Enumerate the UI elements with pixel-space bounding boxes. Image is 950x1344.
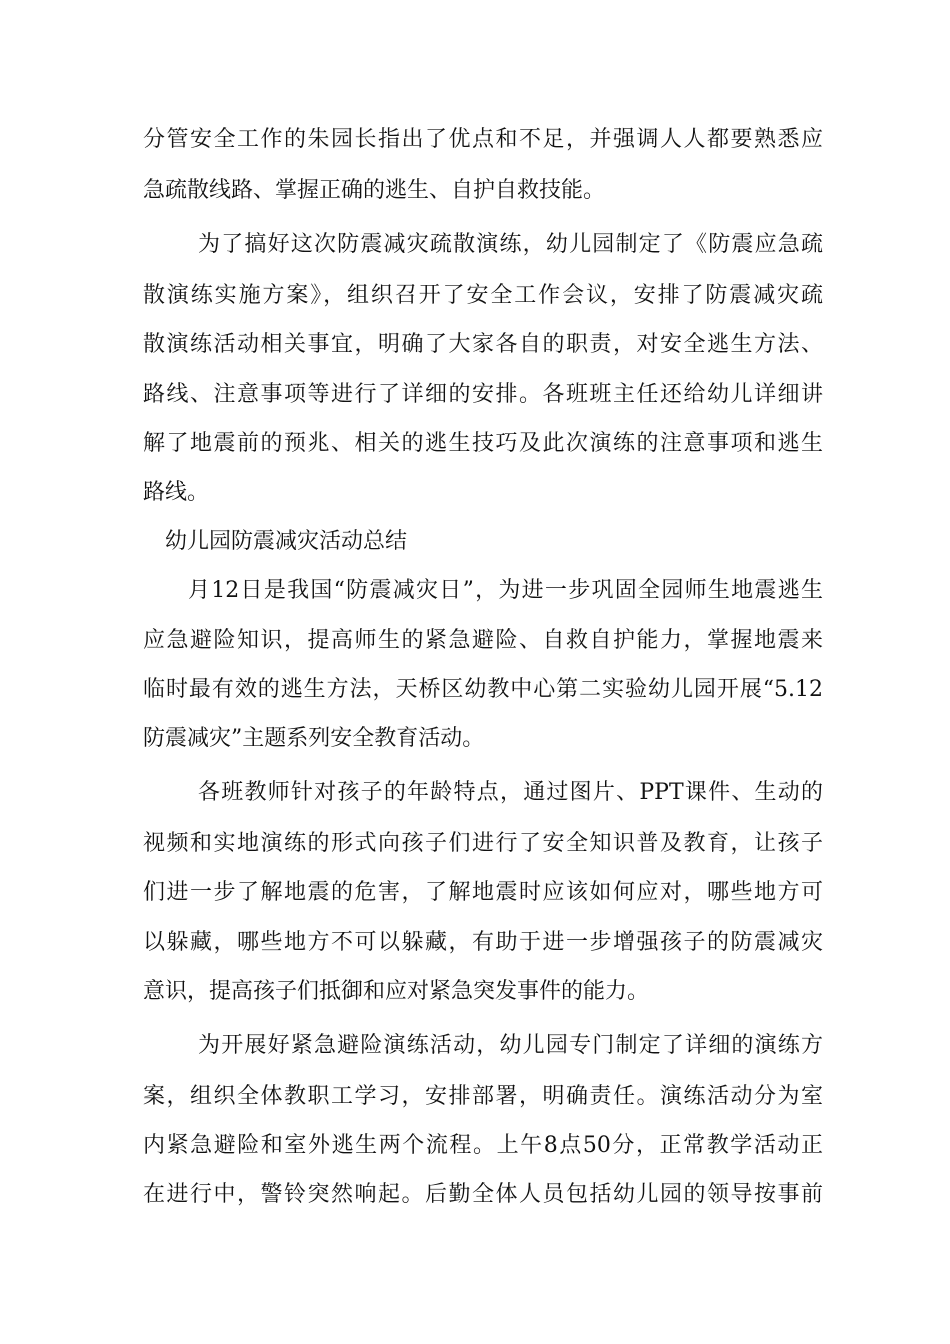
text-line: 防震减灾”主题系列安全教育活动。 (143, 726, 485, 751)
text-line: 急疏散线路、掌握正确的逃生、自护自救技能。 (143, 178, 606, 203)
text-line: 解了地震前的预兆、相关的逃生技巧及此次演练的注意事项和逃生 (143, 431, 823, 456)
text-line: 内紧急避险和室外逃生两个流程。上午8点50分，正常教学活动正 (143, 1133, 823, 1158)
text-line: 临时最有效的逃生方法，天桥区幼教中心第二实验幼儿园开展“5.12 (143, 677, 823, 702)
text-line: 视频和实地演练的形式向孩子们进行了安全知识普及教育，让孩子 (143, 831, 823, 856)
text-line: 各班教师针对孩子的年龄特点，通过图片、PPT课件、生动的 (198, 780, 823, 805)
text-line: 散演练活动相关事宜，明确了大家各自的职责，对安全逃生方法、 (143, 332, 823, 357)
text-line: 在进行中，警铃突然响起。后勤全体人员包括幼儿园的领导按事前 (143, 1182, 823, 1207)
text-line: 为开展好紧急避险演练活动，幼儿园专门制定了详细的演练方 (198, 1033, 823, 1058)
text-line: 月12日是我国“防震减灾日”，为进一步巩固全园师生地震逃生 (188, 578, 823, 603)
text-line: 路线。 (143, 480, 210, 505)
text-line: 散演练实施方案》，组织召开了安全工作会议，安排了防震减灾疏 (143, 283, 823, 308)
section-title: 幼儿园防震减灾活动总结 (165, 529, 408, 554)
text-line: 们进一步了解地震的危害，了解地震时应该如何应对，哪些地方可 (143, 880, 823, 905)
text-line: 意识，提高孩子们抵御和应对紧急突发事件的能力。 (143, 979, 650, 1004)
text-line: 路线、注意事项等进行了详细的安排。各班班主任还给幼儿详细讲 (143, 382, 823, 407)
text-line: 分管安全工作的朱园长指出了优点和不足，并强调人人都要熟悉应 (143, 127, 823, 152)
text-line: 为了搞好这次防震减灾疏散演练，幼儿园制定了《防震应急疏 (198, 232, 823, 257)
text-line: 以躲藏，哪些地方不可以躲藏，有助于进一步增强孩子的防震减灾 (143, 930, 823, 955)
text-line: 案，组织全体教职工学习，安排部署，明确责任。演练活动分为室 (143, 1084, 823, 1109)
text-line: 应急避险知识，提高师生的紧急避险、自救自护能力，掌握地震来 (143, 628, 823, 653)
